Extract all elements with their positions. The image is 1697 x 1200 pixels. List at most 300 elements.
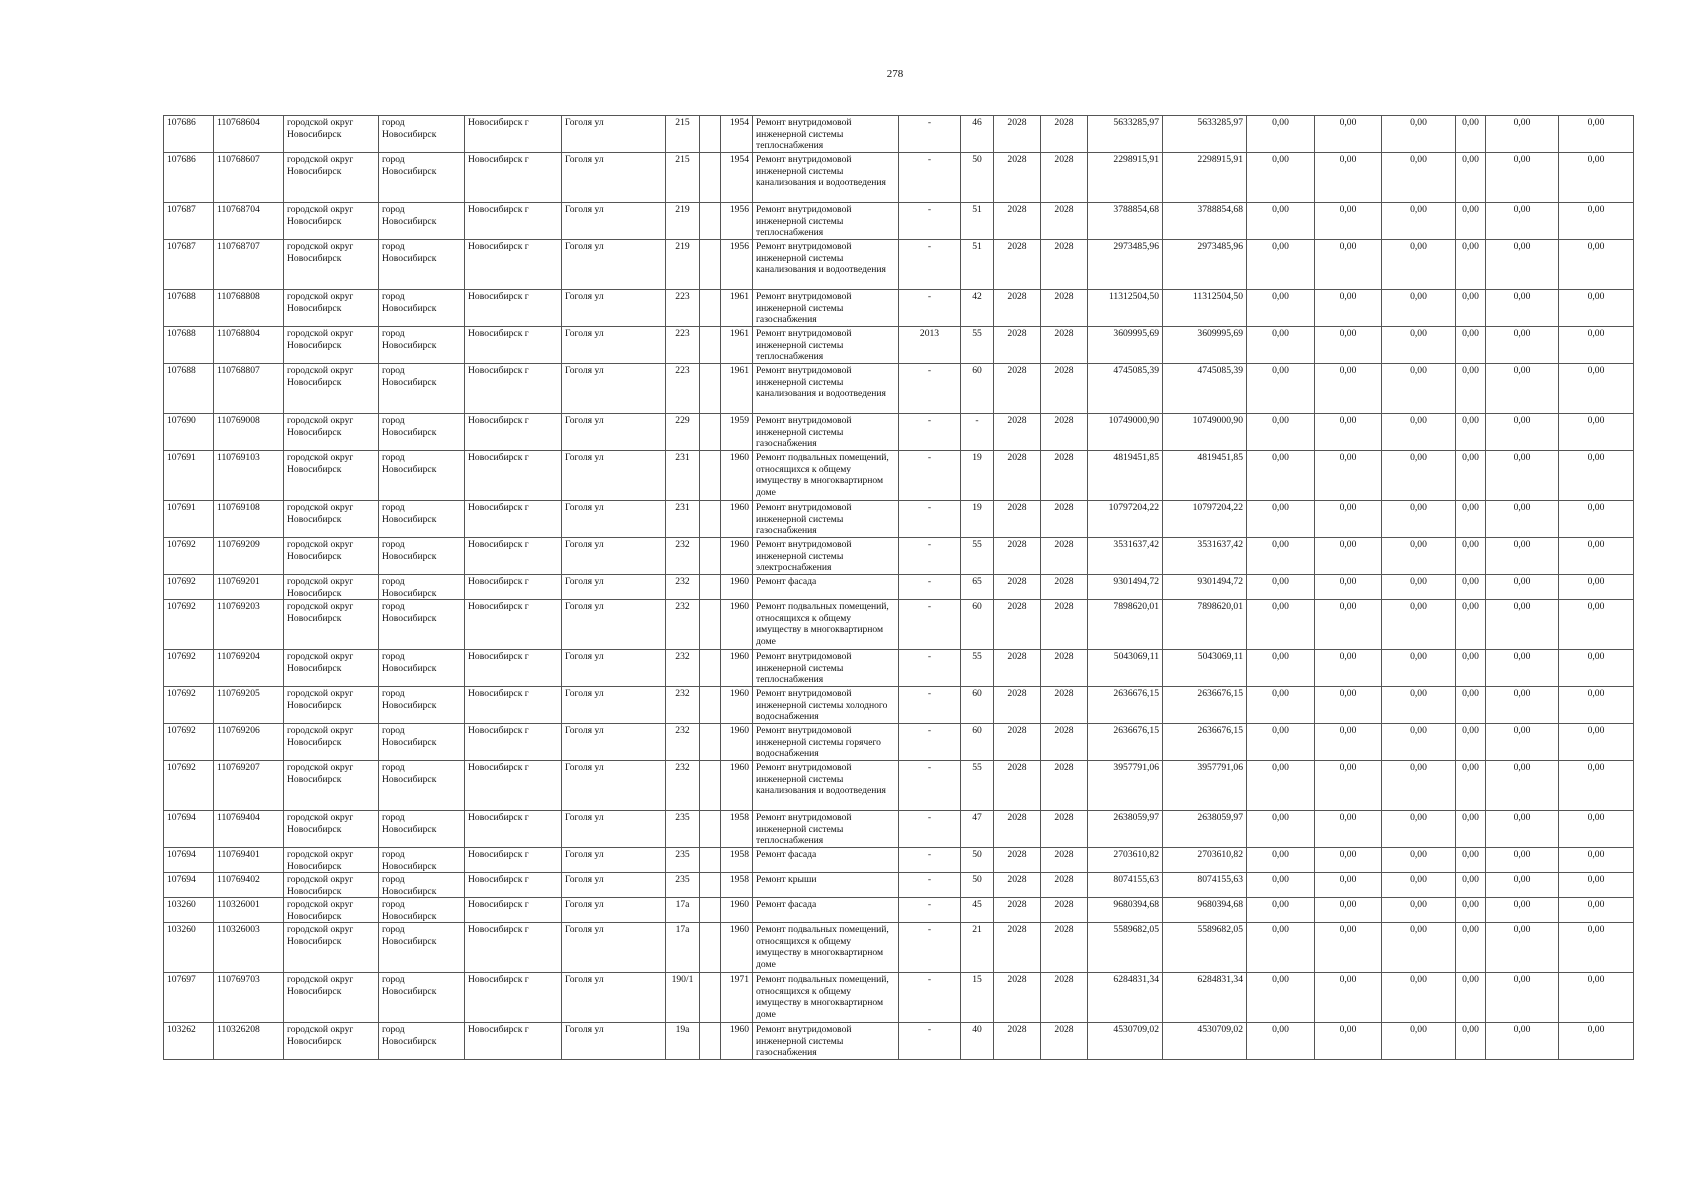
cell-work-type: Ремонт подвальных помещений, относящихся к общему имуществу в многоквартирном доме (753, 923, 899, 973)
cell-plan-year-from: 2028 (994, 451, 1041, 501)
cell-locality: Новосибирск г (465, 848, 562, 873)
cell-element-id: 110769402 (214, 873, 284, 898)
cell-building (700, 811, 721, 848)
cell-owners-share: 0,00 (1456, 600, 1486, 650)
cell-subsidy-local: 0,00 (1382, 687, 1456, 724)
cell-last-repair-year: - (899, 650, 961, 687)
cell-owners-share: 0,00 (1456, 898, 1486, 923)
cell-reserve: 0,00 (1559, 973, 1634, 1023)
cell-subsidy-federal: 0,00 (1247, 898, 1315, 923)
cell-total-cost: 2298915,91 (1088, 153, 1163, 203)
cell-plan-year-to: 2028 (1041, 240, 1088, 290)
cell-municipality: городской округ Новосибирск (284, 724, 379, 761)
cell-subsidy-federal: 0,00 (1247, 327, 1315, 364)
cell-fund-cost: 6284831,34 (1163, 973, 1247, 1023)
cell-reserve: 0,00 (1559, 327, 1634, 364)
cell-owners-share: 0,00 (1456, 414, 1486, 451)
cell-fund-cost: 4819451,85 (1163, 451, 1247, 501)
cell-plan-year-from: 2028 (994, 973, 1041, 1023)
cell-locality: Новосибирск г (465, 650, 562, 687)
table-row (164, 116, 1634, 153)
cell-subsidy-regional: 0,00 (1315, 290, 1382, 327)
cell-street: Гоголя ул (562, 240, 666, 290)
cell-subsidy-federal: 0,00 (1247, 848, 1315, 873)
table-row (164, 600, 1634, 650)
cell-total-cost: 4530709,02 (1088, 1023, 1163, 1060)
cell-subsidy-federal: 0,00 (1247, 501, 1315, 538)
cell-municipality: городской округ Новосибирск (284, 575, 379, 600)
cell-owners-share: 0,00 (1456, 1023, 1486, 1060)
cell-building (700, 600, 721, 650)
cell-locality: Новосибирск г (465, 364, 562, 414)
cell-locality: Новосибирск г (465, 811, 562, 848)
cell-last-repair-year: - (899, 873, 961, 898)
cell-municipality: городской округ Новосибирск (284, 973, 379, 1023)
cell-last-repair-year: - (899, 240, 961, 290)
cell-plan-year-from: 2028 (994, 600, 1041, 650)
cell-house-id: 107697 (164, 973, 214, 1023)
cell-subsidy-regional: 0,00 (1315, 973, 1382, 1023)
cell-work-type: Ремонт фасада (753, 575, 899, 600)
cell-other-sources: 0,00 (1486, 240, 1559, 290)
cell-subsidy-federal: 0,00 (1247, 203, 1315, 240)
cell-work-type: Ремонт внутридомовой инженерной системы канализования и водоотведения (753, 153, 899, 203)
cell-house-number: 223 (666, 327, 700, 364)
cell-owners-share: 0,00 (1456, 364, 1486, 414)
cell-settlement: город Новосибирск (379, 650, 465, 687)
cell-subsidy-federal: 0,00 (1247, 600, 1315, 650)
cell-element-id: 110326003 (214, 923, 284, 973)
cell-subsidy-regional: 0,00 (1315, 501, 1382, 538)
cell-work-type: Ремонт внутридомовой инженерной системы холодного водоснабжения (753, 687, 899, 724)
cell-street: Гоголя ул (562, 414, 666, 451)
cell-wear-percent: 60 (961, 600, 994, 650)
cell-work-type: Ремонт внутридомовой инженерной системы канализования и водоотведения (753, 364, 899, 414)
cell-municipality: городской округ Новосибирск (284, 327, 379, 364)
cell-wear-percent: 42 (961, 290, 994, 327)
cell-owners-share: 0,00 (1456, 873, 1486, 898)
cell-settlement: город Новосибирск (379, 761, 465, 811)
cell-reserve: 0,00 (1559, 724, 1634, 761)
cell-last-repair-year: - (899, 600, 961, 650)
cell-total-cost: 10749000,90 (1088, 414, 1163, 451)
cell-settlement: город Новосибирск (379, 873, 465, 898)
cell-subsidy-local: 0,00 (1382, 650, 1456, 687)
cell-settlement: город Новосибирск (379, 116, 465, 153)
cell-building (700, 364, 721, 414)
cell-year-built: 1960 (721, 1023, 753, 1060)
cell-building (700, 240, 721, 290)
cell-element-id: 110768607 (214, 153, 284, 203)
cell-municipality: городской округ Новосибирск (284, 848, 379, 873)
cell-other-sources: 0,00 (1486, 650, 1559, 687)
cell-last-repair-year: - (899, 538, 961, 575)
cell-street: Гоголя ул (562, 116, 666, 153)
cell-element-id: 110768604 (214, 116, 284, 153)
cell-wear-percent: 45 (961, 898, 994, 923)
cell-reserve: 0,00 (1559, 290, 1634, 327)
cell-locality: Новосибирск г (465, 153, 562, 203)
cell-settlement: город Новосибирск (379, 290, 465, 327)
cell-work-type: Ремонт фасада (753, 848, 899, 873)
cell-element-id: 110769205 (214, 687, 284, 724)
cell-last-repair-year: - (899, 451, 961, 501)
cell-total-cost: 9301494,72 (1088, 575, 1163, 600)
cell-total-cost: 2638059,97 (1088, 811, 1163, 848)
table-row (164, 1023, 1634, 1060)
cell-reserve: 0,00 (1559, 203, 1634, 240)
cell-year-built: 1960 (721, 761, 753, 811)
cell-work-type: Ремонт внутридомовой инженерной системы теплоснабжения (753, 116, 899, 153)
cell-other-sources: 0,00 (1486, 290, 1559, 327)
cell-plan-year-from: 2028 (994, 153, 1041, 203)
cell-building (700, 501, 721, 538)
table-row (164, 414, 1634, 451)
cell-fund-cost: 2638059,97 (1163, 811, 1247, 848)
cell-locality: Новосибирск г (465, 687, 562, 724)
cell-street: Гоголя ул (562, 290, 666, 327)
cell-subsidy-local: 0,00 (1382, 501, 1456, 538)
cell-street: Гоголя ул (562, 848, 666, 873)
cell-plan-year-from: 2028 (994, 575, 1041, 600)
cell-building (700, 414, 721, 451)
cell-street: Гоголя ул (562, 650, 666, 687)
cell-owners-share: 0,00 (1456, 650, 1486, 687)
cell-subsidy-federal: 0,00 (1247, 451, 1315, 501)
cell-subsidy-local: 0,00 (1382, 414, 1456, 451)
cell-last-repair-year: - (899, 1023, 961, 1060)
cell-element-id: 110768804 (214, 327, 284, 364)
cell-street: Гоголя ул (562, 973, 666, 1023)
cell-wear-percent: 65 (961, 575, 994, 600)
cell-total-cost: 5043069,11 (1088, 650, 1163, 687)
cell-year-built: 1954 (721, 153, 753, 203)
cell-locality: Новосибирск г (465, 116, 562, 153)
cell-subsidy-federal: 0,00 (1247, 873, 1315, 898)
cell-plan-year-to: 2028 (1041, 724, 1088, 761)
cell-year-built: 1958 (721, 811, 753, 848)
cell-subsidy-federal: 0,00 (1247, 153, 1315, 203)
cell-total-cost: 2636676,15 (1088, 724, 1163, 761)
cell-house-id: 107692 (164, 650, 214, 687)
cell-locality: Новосибирск г (465, 501, 562, 538)
cell-reserve: 0,00 (1559, 761, 1634, 811)
cell-street: Гоголя ул (562, 451, 666, 501)
cell-subsidy-local: 0,00 (1382, 724, 1456, 761)
cell-subsidy-regional: 0,00 (1315, 811, 1382, 848)
cell-house-id: 107687 (164, 203, 214, 240)
cell-fund-cost: 9680394,68 (1163, 898, 1247, 923)
cell-plan-year-to: 2028 (1041, 898, 1088, 923)
cell-plan-year-to: 2028 (1041, 575, 1088, 600)
cell-plan-year-from: 2028 (994, 650, 1041, 687)
cell-reserve: 0,00 (1559, 364, 1634, 414)
cell-last-repair-year: - (899, 501, 961, 538)
cell-subsidy-regional: 0,00 (1315, 923, 1382, 973)
cell-settlement: город Новосибирск (379, 240, 465, 290)
cell-other-sources: 0,00 (1486, 600, 1559, 650)
cell-building (700, 451, 721, 501)
cell-wear-percent: - (961, 414, 994, 451)
cell-locality: Новосибирск г (465, 873, 562, 898)
cell-reserve: 0,00 (1559, 451, 1634, 501)
cell-municipality: городской округ Новосибирск (284, 501, 379, 538)
cell-total-cost: 3957791,06 (1088, 761, 1163, 811)
cell-fund-cost: 10749000,90 (1163, 414, 1247, 451)
cell-wear-percent: 50 (961, 873, 994, 898)
cell-municipality: городской округ Новосибирск (284, 600, 379, 650)
cell-fund-cost: 3531637,42 (1163, 538, 1247, 575)
cell-year-built: 1960 (721, 501, 753, 538)
cell-plan-year-to: 2028 (1041, 501, 1088, 538)
cell-street: Гоголя ул (562, 898, 666, 923)
cell-subsidy-local: 0,00 (1382, 240, 1456, 290)
cell-house-number: 231 (666, 501, 700, 538)
cell-year-built: 1961 (721, 327, 753, 364)
cell-year-built: 1960 (721, 687, 753, 724)
cell-house-id: 107692 (164, 575, 214, 600)
cell-locality: Новосибирск г (465, 724, 562, 761)
cell-fund-cost: 5633285,97 (1163, 116, 1247, 153)
cell-building (700, 848, 721, 873)
cell-street: Гоголя ул (562, 538, 666, 575)
cell-total-cost: 3609995,69 (1088, 327, 1163, 364)
cell-owners-share: 0,00 (1456, 153, 1486, 203)
cell-house-id: 103260 (164, 923, 214, 973)
cell-subsidy-local: 0,00 (1382, 898, 1456, 923)
cell-reserve: 0,00 (1559, 414, 1634, 451)
cell-work-type: Ремонт подвальных помещений, относящихся к общему имуществу в многоквартирном доме (753, 600, 899, 650)
cell-subsidy-local: 0,00 (1382, 873, 1456, 898)
cell-total-cost: 11312504,50 (1088, 290, 1163, 327)
cell-owners-share: 0,00 (1456, 848, 1486, 873)
table-row (164, 923, 1634, 973)
cell-total-cost: 2636676,15 (1088, 687, 1163, 724)
cell-year-built: 1954 (721, 116, 753, 153)
cell-plan-year-to: 2028 (1041, 687, 1088, 724)
cell-subsidy-federal: 0,00 (1247, 761, 1315, 811)
cell-element-id: 110769206 (214, 724, 284, 761)
cell-total-cost: 2973485,96 (1088, 240, 1163, 290)
cell-house-id: 103260 (164, 898, 214, 923)
cell-house-id: 107686 (164, 153, 214, 203)
cell-locality: Новосибирск г (465, 538, 562, 575)
cell-municipality: городской округ Новосибирск (284, 687, 379, 724)
cell-wear-percent: 50 (961, 848, 994, 873)
cell-street: Гоголя ул (562, 575, 666, 600)
cell-other-sources: 0,00 (1486, 687, 1559, 724)
cell-settlement: город Новосибирск (379, 575, 465, 600)
cell-other-sources: 0,00 (1486, 1023, 1559, 1060)
cell-subsidy-regional: 0,00 (1315, 1023, 1382, 1060)
cell-last-repair-year: - (899, 290, 961, 327)
table-row (164, 203, 1634, 240)
cell-house-number: 235 (666, 848, 700, 873)
cell-last-repair-year: 2013 (899, 327, 961, 364)
cell-subsidy-regional: 0,00 (1315, 575, 1382, 600)
cell-year-built: 1961 (721, 364, 753, 414)
cell-year-built: 1961 (721, 290, 753, 327)
cell-work-type: Ремонт внутридомовой инженерной системы газоснабжения (753, 1023, 899, 1060)
cell-total-cost: 10797204,22 (1088, 501, 1163, 538)
cell-last-repair-year: - (899, 898, 961, 923)
cell-house-id: 107692 (164, 687, 214, 724)
cell-house-id: 107691 (164, 501, 214, 538)
cell-owners-share: 0,00 (1456, 203, 1486, 240)
cell-element-id: 110768807 (214, 364, 284, 414)
cell-building (700, 116, 721, 153)
cell-owners-share: 0,00 (1456, 327, 1486, 364)
cell-plan-year-to: 2028 (1041, 116, 1088, 153)
table-row (164, 898, 1634, 923)
cell-settlement: город Новосибирск (379, 414, 465, 451)
cell-building (700, 538, 721, 575)
cell-total-cost: 9680394,68 (1088, 898, 1163, 923)
cell-house-id: 107692 (164, 761, 214, 811)
table-row (164, 650, 1634, 687)
cell-municipality: городской округ Новосибирск (284, 240, 379, 290)
cell-wear-percent: 15 (961, 973, 994, 1023)
cell-municipality: городской округ Новосибирск (284, 873, 379, 898)
cell-wear-percent: 55 (961, 761, 994, 811)
cell-reserve: 0,00 (1559, 811, 1634, 848)
table-row (164, 724, 1634, 761)
cell-municipality: городской округ Новосибирск (284, 898, 379, 923)
cell-total-cost: 3788854,68 (1088, 203, 1163, 240)
cell-fund-cost: 3957791,06 (1163, 761, 1247, 811)
cell-fund-cost: 7898620,01 (1163, 600, 1247, 650)
cell-element-id: 110769204 (214, 650, 284, 687)
cell-municipality: городской округ Новосибирск (284, 1023, 379, 1060)
cell-year-built: 1959 (721, 414, 753, 451)
cell-other-sources: 0,00 (1486, 575, 1559, 600)
cell-other-sources: 0,00 (1486, 761, 1559, 811)
cell-work-type: Ремонт внутридомовой инженерной системы теплоснабжения (753, 203, 899, 240)
cell-owners-share: 0,00 (1456, 811, 1486, 848)
cell-street: Гоголя ул (562, 724, 666, 761)
cell-year-built: 1960 (721, 600, 753, 650)
cell-street: Гоголя ул (562, 600, 666, 650)
cell-plan-year-to: 2028 (1041, 873, 1088, 898)
cell-locality: Новосибирск г (465, 761, 562, 811)
cell-street: Гоголя ул (562, 761, 666, 811)
cell-other-sources: 0,00 (1486, 327, 1559, 364)
cell-plan-year-from: 2028 (994, 327, 1041, 364)
cell-settlement: город Новосибирск (379, 973, 465, 1023)
cell-work-type: Ремонт крыши (753, 873, 899, 898)
cell-plan-year-to: 2028 (1041, 364, 1088, 414)
cell-owners-share: 0,00 (1456, 761, 1486, 811)
cell-locality: Новосибирск г (465, 290, 562, 327)
cell-total-cost: 6284831,34 (1088, 973, 1163, 1023)
table-row (164, 687, 1634, 724)
cell-wear-percent: 55 (961, 327, 994, 364)
cell-municipality: городской округ Новосибирск (284, 761, 379, 811)
cell-building (700, 898, 721, 923)
cell-wear-percent: 60 (961, 724, 994, 761)
cell-plan-year-from: 2028 (994, 364, 1041, 414)
cell-subsidy-local: 0,00 (1382, 538, 1456, 575)
cell-other-sources: 0,00 (1486, 116, 1559, 153)
cell-locality: Новосибирск г (465, 898, 562, 923)
cell-subsidy-local: 0,00 (1382, 973, 1456, 1023)
cell-subsidy-federal: 0,00 (1247, 1023, 1315, 1060)
cell-last-repair-year: - (899, 761, 961, 811)
cell-last-repair-year: - (899, 848, 961, 873)
cell-subsidy-local: 0,00 (1382, 364, 1456, 414)
cell-plan-year-to: 2028 (1041, 290, 1088, 327)
cell-house-id: 107688 (164, 364, 214, 414)
cell-element-id: 110769008 (214, 414, 284, 451)
cell-other-sources: 0,00 (1486, 873, 1559, 898)
cell-plan-year-from: 2028 (994, 761, 1041, 811)
cell-fund-cost: 2973485,96 (1163, 240, 1247, 290)
cell-street: Гоголя ул (562, 364, 666, 414)
cell-building (700, 575, 721, 600)
cell-other-sources: 0,00 (1486, 811, 1559, 848)
cell-owners-share: 0,00 (1456, 538, 1486, 575)
cell-subsidy-federal: 0,00 (1247, 414, 1315, 451)
cell-wear-percent: 19 (961, 451, 994, 501)
cell-plan-year-from: 2028 (994, 538, 1041, 575)
cell-settlement: город Новосибирск (379, 501, 465, 538)
cell-building (700, 724, 721, 761)
cell-house-number: 219 (666, 240, 700, 290)
cell-subsidy-local: 0,00 (1382, 600, 1456, 650)
cell-house-number: 17а (666, 923, 700, 973)
cell-work-type: Ремонт внутридомовой инженерной системы теплоснабжения (753, 811, 899, 848)
cell-fund-cost: 9301494,72 (1163, 575, 1247, 600)
cell-reserve: 0,00 (1559, 923, 1634, 973)
cell-plan-year-from: 2028 (994, 873, 1041, 898)
cell-element-id: 110769103 (214, 451, 284, 501)
cell-municipality: городской округ Новосибирск (284, 153, 379, 203)
cell-plan-year-from: 2028 (994, 687, 1041, 724)
cell-building (700, 327, 721, 364)
cell-plan-year-from: 2028 (994, 898, 1041, 923)
cell-subsidy-federal: 0,00 (1247, 575, 1315, 600)
cell-reserve: 0,00 (1559, 848, 1634, 873)
cell-street: Гоголя ул (562, 153, 666, 203)
cell-plan-year-from: 2028 (994, 116, 1041, 153)
cell-subsidy-federal: 0,00 (1247, 538, 1315, 575)
table-row (164, 761, 1634, 811)
cell-house-id: 107692 (164, 724, 214, 761)
cell-work-type: Ремонт внутридомовой инженерной системы канализования и водоотведения (753, 761, 899, 811)
cell-house-number: 17а (666, 898, 700, 923)
cell-plan-year-from: 2028 (994, 290, 1041, 327)
cell-reserve: 0,00 (1559, 575, 1634, 600)
table-row (164, 811, 1634, 848)
cell-wear-percent: 55 (961, 538, 994, 575)
cell-fund-cost: 4530709,02 (1163, 1023, 1247, 1060)
cell-fund-cost: 2636676,15 (1163, 724, 1247, 761)
cell-other-sources: 0,00 (1486, 848, 1559, 873)
cell-house-id: 107688 (164, 327, 214, 364)
cell-other-sources: 0,00 (1486, 898, 1559, 923)
cell-house-number: 19а (666, 1023, 700, 1060)
cell-element-id: 110769401 (214, 848, 284, 873)
cell-subsidy-local: 0,00 (1382, 203, 1456, 240)
cell-settlement: город Новосибирск (379, 203, 465, 240)
cell-year-built: 1960 (721, 724, 753, 761)
cell-street: Гоголя ул (562, 923, 666, 973)
cell-owners-share: 0,00 (1456, 290, 1486, 327)
cell-street: Гоголя ул (562, 873, 666, 898)
cell-fund-cost: 2298915,91 (1163, 153, 1247, 203)
cell-year-built: 1960 (721, 650, 753, 687)
cell-plan-year-to: 2028 (1041, 451, 1088, 501)
